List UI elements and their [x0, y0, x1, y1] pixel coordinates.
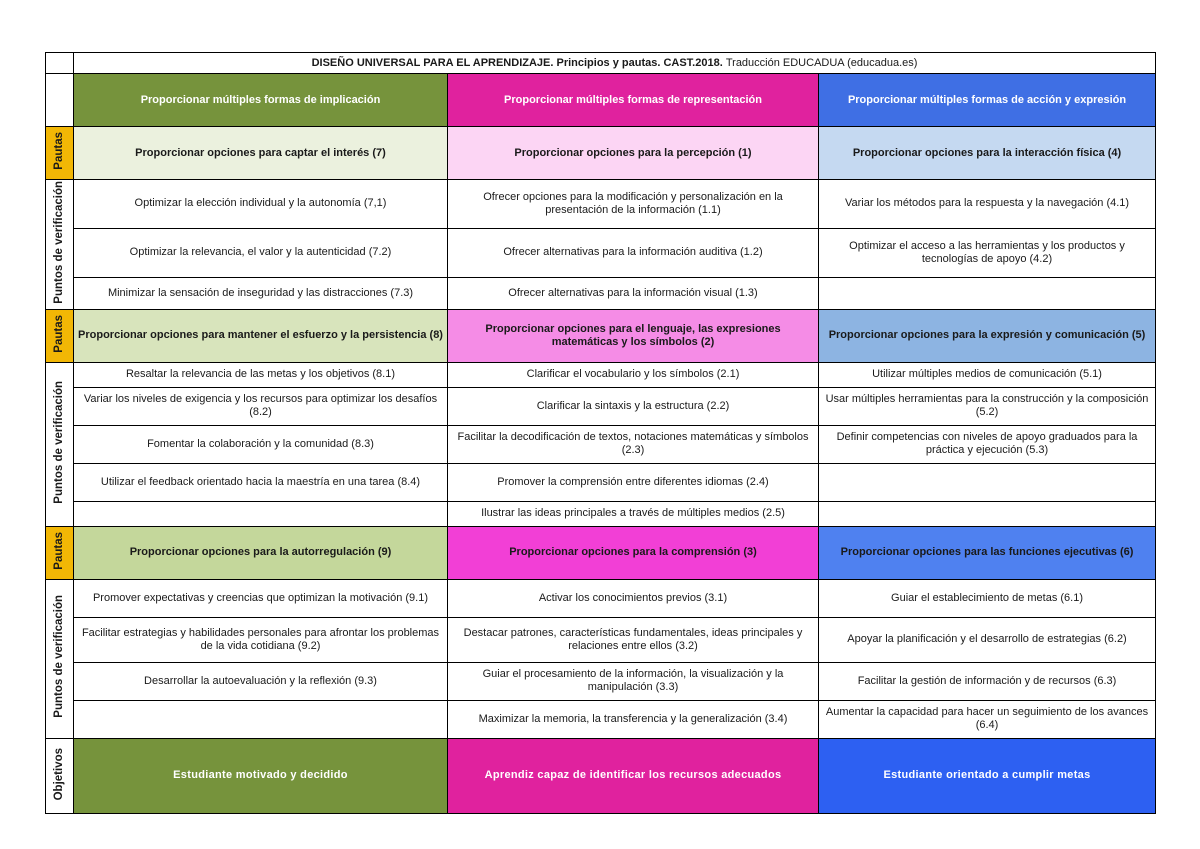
pauta-6: Proporcionar opciones para las funciones ejecutivas (6) [819, 526, 1156, 579]
checkpoint-row [46, 579, 1156, 617]
checkpoint-4-1: Variar los métodos para la respuesta y la navegación (4.1) [819, 180, 1156, 229]
checkpoint-9-1: Promover expectativas y creencias que optimizan la motivación (9.1) [74, 579, 448, 617]
pauta-7: Proporcionar opciones para captar el interés (7) [74, 127, 448, 180]
checkpoint-row [46, 501, 1156, 526]
checkpoint-3-3: Guiar el procesamiento de la información, la visualización y la manipulación (3.3) [448, 662, 819, 700]
principle-representacion: Proporcionar múltiples formas de representación [448, 74, 819, 127]
title-row [46, 53, 1156, 74]
pautas-row-3 [46, 526, 1156, 579]
puntos-label-1: Puntos de verificación [46, 180, 74, 310]
empty-cell [819, 463, 1156, 501]
checkpoint-8-1: Resaltar la relevancia de las metas y los objetivos (8.1) [74, 362, 448, 387]
checkpoint-7-3: Minimizar la sensación de inseguridad y las distracciones (7.3) [74, 277, 448, 309]
checkpoint-5-2: Usar múltiples herramientas para la construcción y la composición (5.2) [819, 387, 1156, 425]
checkpoint-2-4: Promover la comprensión entre diferentes idiomas (2.4) [448, 463, 819, 501]
checkpoint-2-1: Clarificar el vocabulario y los símbolos (2.1) [448, 362, 819, 387]
pautas-label-3: Pautas [46, 526, 74, 579]
checkpoint-row [46, 277, 1156, 309]
pauta-3: Proporcionar opciones para la comprensión (3) [448, 526, 819, 579]
puntos-label-3: Puntos de verificación [46, 579, 74, 738]
checkpoint-5-3: Definir competencias con niveles de apoyo graduados para la práctica y ejecución (5.3) [819, 425, 1156, 463]
checkpoint-7-1: Optimizar la elección individual y la autonomía (7,1) [74, 180, 448, 229]
empty-cell [74, 700, 448, 738]
corner-cell [46, 53, 74, 74]
title-bold: DISEÑO UNIVERSAL PARA EL APRENDIZAJE. Principios y pautas. CAST.2018. [311, 56, 723, 69]
checkpoint-row [46, 662, 1156, 700]
checkpoint-row [46, 425, 1156, 463]
pauta-8: Proporcionar opciones para mantener el esfuerzo y la persistencia (8) [74, 309, 448, 362]
checkpoint-2-2: Clarificar la sintaxis y la estructura (2.2) [448, 387, 819, 425]
checkpoint-3-4: Maximizar la memoria, la transferencia y la generalización (3.4) [448, 700, 819, 738]
checkpoint-row [46, 387, 1156, 425]
empty-cell [819, 277, 1156, 309]
principles-row [46, 74, 1156, 127]
empty-cell [819, 501, 1156, 526]
checkpoint-row [46, 228, 1156, 277]
pauta-9: Proporcionar opciones para la autorregulación (9) [74, 526, 448, 579]
page-title [74, 53, 1156, 74]
objetivo-metas: Estudiante orientado a cumplir metas [819, 738, 1156, 813]
checkpoint-6-2: Apoyar la planificación y el desarrollo de estrategias (6.2) [819, 617, 1156, 662]
title-source: Traducción EDUCADUA (educadua.es) [725, 56, 918, 69]
checkpoint-row [46, 362, 1156, 387]
checkpoint-6-3: Facilitar la gestión de información y de recursos (6.3) [819, 662, 1156, 700]
pauta-1: Proporcionar opciones para la percepción (1) [448, 127, 819, 180]
objetivos-row [46, 738, 1156, 813]
pautas-row-1 [46, 127, 1156, 180]
pauta-2: Proporcionar opciones para el lenguaje, las expresiones matemáticas y los símbolos (2) [448, 309, 819, 362]
checkpoint-8-4: Utilizar el feedback orientado hacia la maestría en una tarea (8.4) [74, 463, 448, 501]
objetivos-label: Objetivos [46, 738, 74, 813]
checkpoint-6-1: Guiar el establecimiento de metas (6.1) [819, 579, 1156, 617]
dua-table [45, 52, 1156, 814]
principle-accion-expresion: Proporcionar múltiples formas de acción y expresión [819, 74, 1156, 127]
checkpoint-row [46, 463, 1156, 501]
checkpoint-8-2: Variar los niveles de exigencia y los recursos para optimizar los desafíos (8.2) [74, 387, 448, 425]
pautas-label-2: Pautas [46, 309, 74, 362]
pautas-row-2 [46, 309, 1156, 362]
checkpoint-2-5: Ilustrar las ideas principales a través de múltiples medios (2.5) [448, 501, 819, 526]
checkpoint-1-1: Ofrecer opciones para la modificación y personalización en la presentación de la información (1.1) [448, 180, 819, 229]
pauta-5: Proporcionar opciones para la expresión y comunicación (5) [819, 309, 1156, 362]
checkpoint-9-2: Facilitar estrategias y habilidades personales para afrontar los problemas de la vida cotidiana (9.2) [74, 617, 448, 662]
checkpoint-5-1: Utilizar múltiples medios de comunicación (5.1) [819, 362, 1156, 387]
checkpoint-8-3: Fomentar la colaboración y la comunidad (8.3) [74, 425, 448, 463]
objetivo-motivado: Estudiante motivado y decidido [74, 738, 448, 813]
objetivo-recursos: Aprendiz capaz de identificar los recursos adecuados [448, 738, 819, 813]
pautas-label-1: Pautas [46, 127, 74, 180]
empty-cell [74, 501, 448, 526]
checkpoint-9-3: Desarrollar la autoevaluación y la reflexión (9.3) [74, 662, 448, 700]
checkpoint-1-3: Ofrecer alternativas para la información visual (1.3) [448, 277, 819, 309]
checkpoint-1-2: Ofrecer alternativas para la información auditiva (1.2) [448, 228, 819, 277]
checkpoint-row [46, 617, 1156, 662]
checkpoint-row [46, 700, 1156, 738]
puntos-label-2: Puntos de verificación [46, 362, 74, 526]
checkpoint-2-3: Facilitar la decodificación de textos, notaciones matemáticas y símbolos (2.3) [448, 425, 819, 463]
checkpoint-7-2: Optimizar la relevancia, el valor y la autenticidad (7.2) [74, 228, 448, 277]
checkpoint-row [46, 180, 1156, 229]
pauta-4: Proporcionar opciones para la interacción física (4) [819, 127, 1156, 180]
checkpoint-3-1: Activar los conocimientos previos (3.1) [448, 579, 819, 617]
checkpoint-3-2: Destacar patrones, características fundamentales, ideas principales y relaciones entre ellos (3.2) [448, 617, 819, 662]
principles-side-cell [46, 74, 74, 127]
checkpoint-6-4: Aumentar la capacidad para hacer un seguimiento de los avances (6.4) [819, 700, 1156, 738]
principle-implicacion: Proporcionar múltiples formas de implicación [74, 74, 448, 127]
checkpoint-4-2: Optimizar el acceso a las herramientas y los productos y tecnologías de apoyo (4.2) [819, 228, 1156, 277]
